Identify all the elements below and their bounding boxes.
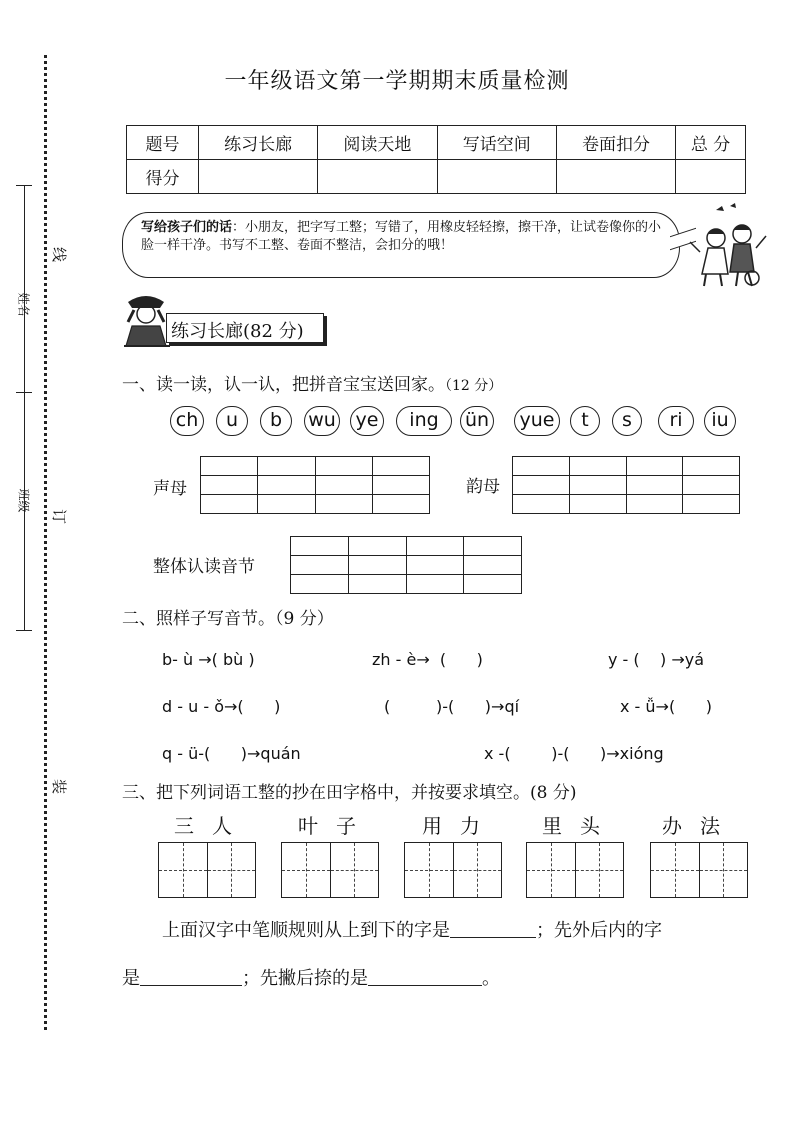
question-1-title: [122, 370, 502, 395]
question-2-title: 二、照样子写音节。（9 分）: [122, 609, 334, 629]
syllable-item[interactable]: q - ü-( )→quán: [162, 744, 301, 763]
score-cell[interactable]: [199, 160, 318, 194]
zhengti-label: 整体认读音节: [153, 557, 255, 577]
fill-text: 。: [482, 968, 500, 989]
pinyin-syllable: s: [612, 406, 642, 436]
notice-text: ：小朋友，把字写工整；写错了，用橡皮轻轻擦，擦干净，让试卷像你的小脸一样干净。书写不工整、卷面不整洁，会扣分的哦！: [141, 220, 662, 253]
score-cell[interactable]: [318, 160, 437, 194]
margin-tick: [16, 392, 32, 393]
yunmu-label: 韵母: [466, 477, 500, 497]
tianzige-box[interactable]: [404, 842, 502, 898]
pinyin-syllable: ch: [170, 406, 204, 436]
score-table: [126, 125, 746, 194]
pinyin-syllable-row: [170, 406, 770, 440]
pinyin-syllable: ye: [350, 406, 384, 436]
answer-blank[interactable]: [368, 968, 482, 986]
tianzige-box[interactable]: [526, 842, 624, 898]
syllable-item[interactable]: x -( )-( )→xióng: [484, 744, 664, 763]
score-table-header: 写话空间: [437, 126, 556, 160]
score-cell[interactable]: [437, 160, 556, 194]
score-table-header: 题号: [127, 126, 199, 160]
score-table-header: 练习长廊: [199, 126, 318, 160]
margin-tick: [16, 630, 32, 631]
tianzige-box[interactable]: [650, 842, 748, 898]
pinyin-syllable: ing: [396, 406, 452, 436]
binding-dotted-line: [44, 55, 47, 1030]
margin-tick: [16, 185, 32, 186]
pinyin-syllable: wu: [304, 406, 340, 436]
score-cell[interactable]: [556, 160, 675, 194]
syllable-item[interactable]: zh - è→ ( ): [372, 650, 483, 669]
margin-ding: 订: [50, 508, 69, 525]
yunmu-grid[interactable]: [512, 456, 740, 514]
question-1-text: 一、读一读，认一认，把拼音宝宝送回家。: [122, 375, 445, 395]
children-illustration-icon: [686, 200, 770, 290]
question-3-title: 三、把下列词语工整的抄在田字格中，并按要求填空。(8 分): [122, 783, 577, 803]
tianzige-box[interactable]: [158, 842, 256, 898]
score-table-header: 总 分: [676, 126, 746, 160]
shengmu-label: 声母: [153, 479, 187, 499]
fill-line-2: [122, 964, 500, 990]
pinyin-syllable: u: [216, 406, 248, 436]
syllable-item[interactable]: ( )-( )→qí: [384, 697, 520, 716]
margin-zhuang: 装: [50, 778, 69, 795]
pinyin-syllable: b: [260, 406, 292, 436]
fill-line-1: [162, 916, 662, 942]
copy-word: 三人: [174, 814, 250, 838]
syllable-item[interactable]: y - ( ) →yá: [608, 650, 705, 669]
margin-xian: 线: [50, 246, 69, 263]
copy-word: 叶子: [298, 814, 374, 838]
score-cell[interactable]: [676, 160, 746, 194]
zhengti-grid[interactable]: [290, 536, 522, 594]
answer-blank[interactable]: [140, 968, 242, 986]
pinyin-syllable: iu: [704, 406, 736, 436]
student-info-line: [24, 185, 25, 630]
syllable-item[interactable]: x - ǚ→( ): [620, 697, 712, 716]
fill-text: 是: [122, 968, 140, 989]
notice-bubble: [122, 212, 680, 278]
pinyin-syllable: ri: [658, 406, 694, 436]
copy-word: 办法: [662, 814, 738, 838]
margin-label-banji: 班级: [16, 488, 31, 513]
tianzige-box[interactable]: [281, 842, 379, 898]
shengmu-grid[interactable]: [200, 456, 430, 514]
reading-child-icon: [120, 292, 172, 348]
fill-text: 上面汉字中笔顺规则从上到下的字是: [162, 920, 450, 941]
syllable-item: b- ù →( bù ): [162, 650, 255, 669]
score-table-header: 卷面扣分: [556, 126, 675, 160]
notice-lead: 写给孩子们的话: [141, 220, 233, 235]
fill-text: ；先外后内的字: [536, 920, 662, 941]
syllable-item[interactable]: d - u - ǒ→( ): [162, 697, 281, 716]
score-row-label: 得分: [127, 160, 199, 194]
pinyin-syllable: ün: [460, 406, 494, 436]
fill-text: ；先撇后捺的是: [242, 968, 368, 989]
score-table-header: 阅读天地: [318, 126, 437, 160]
copy-word: 里头: [542, 814, 618, 838]
copy-word: 用力: [422, 814, 498, 838]
margin-label-xingming: 姓名: [16, 292, 31, 317]
pinyin-syllable: t: [570, 406, 600, 436]
page-title: 一年级语文第一学期期末质量检测: [224, 69, 570, 94]
question-1-points: （12 分）: [445, 378, 503, 394]
score-table-header-row: [127, 126, 746, 160]
pinyin-syllable: yue: [514, 406, 560, 436]
section-title-practice: 练习长廊(82 分): [166, 313, 324, 343]
score-table-score-row: [127, 160, 746, 194]
answer-blank[interactable]: [450, 920, 536, 938]
